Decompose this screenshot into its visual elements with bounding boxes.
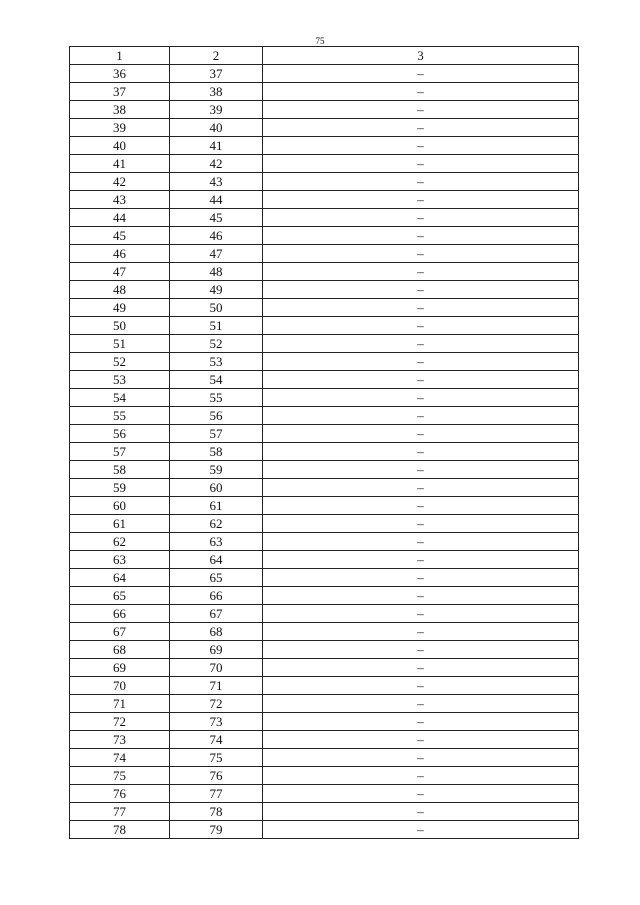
table-cell-col-3: – [263, 407, 579, 425]
table-row [70, 209, 579, 227]
table-cell-col-3: – [263, 209, 579, 227]
table-cell-col-1: 47 [70, 263, 170, 281]
table-cell-col-1: 63 [70, 551, 170, 569]
table-cell-col-1: 73 [70, 731, 170, 749]
table-cell-col-3: – [263, 317, 579, 335]
table-cell-col-3: – [263, 731, 579, 749]
column-header-2: 2 [170, 47, 263, 65]
table-row [70, 749, 579, 767]
table-cell-col-2: 43 [170, 173, 263, 191]
table-cell-col-2: 64 [170, 551, 263, 569]
table-cell-col-2: 50 [170, 299, 263, 317]
table-cell-col-2: 78 [170, 803, 263, 821]
table-row [70, 731, 579, 749]
table-row [70, 641, 579, 659]
table-row [70, 407, 579, 425]
table-cell-col-3: – [263, 821, 579, 839]
table-cell-col-1: 55 [70, 407, 170, 425]
table-cell-col-1: 70 [70, 677, 170, 695]
table-cell-col-3: – [263, 533, 579, 551]
table-cell-col-3: – [263, 335, 579, 353]
table-cell-col-1: 69 [70, 659, 170, 677]
table-row [70, 605, 579, 623]
page-number: 75 [315, 36, 325, 46]
table-row [70, 101, 579, 119]
table-cell-col-1: 57 [70, 443, 170, 461]
table-cell-col-2: 67 [170, 605, 263, 623]
table-cell-col-1: 40 [70, 137, 170, 155]
table-row [70, 551, 579, 569]
table-cell-col-2: 66 [170, 587, 263, 605]
table-cell-col-1: 38 [70, 101, 170, 119]
table-row [70, 569, 579, 587]
table-cell-col-1: 74 [70, 749, 170, 767]
table-cell-col-2: 52 [170, 335, 263, 353]
table-cell-col-3: – [263, 749, 579, 767]
table-cell-col-3: – [263, 695, 579, 713]
table-cell-col-1: 76 [70, 785, 170, 803]
table-row [70, 515, 579, 533]
table-row [70, 623, 579, 641]
table-cell-col-2: 69 [170, 641, 263, 659]
table-cell-col-1: 52 [70, 353, 170, 371]
table-cell-col-3: – [263, 101, 579, 119]
table-cell-col-1: 77 [70, 803, 170, 821]
table-cell-col-2: 77 [170, 785, 263, 803]
table-cell-col-1: 37 [70, 83, 170, 101]
table-row [70, 443, 579, 461]
table-cell-col-3: – [263, 119, 579, 137]
table-cell-col-2: 45 [170, 209, 263, 227]
table-cell-col-1: 71 [70, 695, 170, 713]
table-cell-col-2: 53 [170, 353, 263, 371]
table-cell-col-3: – [263, 623, 579, 641]
table-cell-col-1: 61 [70, 515, 170, 533]
table-row [70, 191, 579, 209]
data-table [69, 46, 579, 839]
table-row [70, 353, 579, 371]
table-cell-col-3: – [263, 353, 579, 371]
table-row [70, 299, 579, 317]
table-row [70, 281, 579, 299]
table-row [70, 155, 579, 173]
table-cell-col-1: 68 [70, 641, 170, 659]
table-cell-col-2: 44 [170, 191, 263, 209]
table-row [70, 803, 579, 821]
table-cell-col-3: – [263, 551, 579, 569]
table-cell-col-2: 74 [170, 731, 263, 749]
table-body [70, 65, 579, 839]
table-cell-col-3: – [263, 587, 579, 605]
table-cell-col-3: – [263, 479, 579, 497]
table-cell-col-3: – [263, 65, 579, 83]
table-cell-col-3: – [263, 281, 579, 299]
table-cell-col-1: 42 [70, 173, 170, 191]
table-cell-col-3: – [263, 677, 579, 695]
table-cell-col-3: – [263, 713, 579, 731]
column-header-1: 1 [70, 47, 170, 65]
table-row [70, 461, 579, 479]
table-cell-col-3: – [263, 389, 579, 407]
column-header-3: 3 [263, 47, 579, 65]
table-cell-col-2: 68 [170, 623, 263, 641]
table-cell-col-3: – [263, 803, 579, 821]
table-header [70, 47, 579, 65]
table-cell-col-2: 55 [170, 389, 263, 407]
table-cell-col-2: 75 [170, 749, 263, 767]
table-cell-col-1: 65 [70, 587, 170, 605]
table-row [70, 137, 579, 155]
table-cell-col-2: 73 [170, 713, 263, 731]
table-row [70, 389, 579, 407]
table-cell-col-2: 79 [170, 821, 263, 839]
table-row [70, 371, 579, 389]
table-cell-col-3: – [263, 605, 579, 623]
table-cell-col-1: 62 [70, 533, 170, 551]
table-cell-col-2: 51 [170, 317, 263, 335]
table-cell-col-2: 70 [170, 659, 263, 677]
table-cell-col-3: – [263, 443, 579, 461]
table-row [70, 425, 579, 443]
table-row [70, 245, 579, 263]
table-cell-col-2: 65 [170, 569, 263, 587]
table-cell-col-3: – [263, 425, 579, 443]
table-cell-col-3: – [263, 461, 579, 479]
table-cell-col-1: 67 [70, 623, 170, 641]
table-cell-col-1: 39 [70, 119, 170, 137]
table-cell-col-2: 59 [170, 461, 263, 479]
table-cell-col-1: 72 [70, 713, 170, 731]
table-cell-col-2: 72 [170, 695, 263, 713]
table-cell-col-3: – [263, 227, 579, 245]
table-cell-col-1: 66 [70, 605, 170, 623]
table-row [70, 587, 579, 605]
table-cell-col-2: 60 [170, 479, 263, 497]
table-cell-col-2: 49 [170, 281, 263, 299]
table-row [70, 821, 579, 839]
table-cell-col-2: 54 [170, 371, 263, 389]
table-cell-col-3: – [263, 137, 579, 155]
table-cell-col-1: 44 [70, 209, 170, 227]
table-cell-col-1: 41 [70, 155, 170, 173]
table-cell-col-2: 41 [170, 137, 263, 155]
table-row [70, 173, 579, 191]
table-row [70, 785, 579, 803]
table-cell-col-2: 40 [170, 119, 263, 137]
table-cell-col-1: 75 [70, 767, 170, 785]
table-cell-col-1: 49 [70, 299, 170, 317]
table-cell-col-2: 61 [170, 497, 263, 515]
table-cell-col-2: 71 [170, 677, 263, 695]
table-cell-col-1: 53 [70, 371, 170, 389]
table-cell-col-3: – [263, 371, 579, 389]
table-cell-col-3: – [263, 245, 579, 263]
table-cell-col-2: 56 [170, 407, 263, 425]
table-row [70, 263, 579, 281]
table-row [70, 695, 579, 713]
table-row [70, 317, 579, 335]
table-cell-col-3: – [263, 569, 579, 587]
table-cell-col-1: 45 [70, 227, 170, 245]
table-cell-col-1: 51 [70, 335, 170, 353]
table-row [70, 119, 579, 137]
table-cell-col-2: 58 [170, 443, 263, 461]
table-row [70, 497, 579, 515]
table-cell-col-2: 76 [170, 767, 263, 785]
table-cell-col-2: 63 [170, 533, 263, 551]
table-cell-col-3: – [263, 191, 579, 209]
table-row [70, 713, 579, 731]
table-cell-col-1: 58 [70, 461, 170, 479]
table-row [70, 677, 579, 695]
table-cell-col-1: 56 [70, 425, 170, 443]
table-cell-col-3: – [263, 173, 579, 191]
table-cell-col-1: 50 [70, 317, 170, 335]
table-cell-col-2: 47 [170, 245, 263, 263]
table-cell-col-1: 78 [70, 821, 170, 839]
table-cell-col-1: 59 [70, 479, 170, 497]
table-row [70, 65, 579, 83]
table-cell-col-3: – [263, 155, 579, 173]
table-cell-col-3: – [263, 497, 579, 515]
table-cell-col-1: 64 [70, 569, 170, 587]
table-cell-col-3: – [263, 659, 579, 677]
table-cell-col-1: 43 [70, 191, 170, 209]
table-cell-col-3: – [263, 83, 579, 101]
table-cell-col-1: 60 [70, 497, 170, 515]
table-cell-col-1: 48 [70, 281, 170, 299]
table-cell-col-2: 37 [170, 65, 263, 83]
table-row [70, 83, 579, 101]
table-cell-col-1: 36 [70, 65, 170, 83]
table-row [70, 335, 579, 353]
table-cell-col-3: – [263, 767, 579, 785]
table-row [70, 659, 579, 677]
table-cell-col-2: 39 [170, 101, 263, 119]
table-cell-col-2: 46 [170, 227, 263, 245]
table-cell-col-3: – [263, 641, 579, 659]
table-cell-col-1: 54 [70, 389, 170, 407]
table-row [70, 479, 579, 497]
table-row [70, 767, 579, 785]
table-row [70, 533, 579, 551]
table-cell-col-2: 62 [170, 515, 263, 533]
table-row [70, 227, 579, 245]
table-cell-col-2: 38 [170, 83, 263, 101]
table-cell-col-1: 46 [70, 245, 170, 263]
table-cell-col-2: 42 [170, 155, 263, 173]
table-cell-col-2: 48 [170, 263, 263, 281]
table-cell-col-3: – [263, 785, 579, 803]
header-row [70, 47, 579, 65]
table-cell-col-3: – [263, 299, 579, 317]
table-cell-col-3: – [263, 263, 579, 281]
table-cell-col-3: – [263, 515, 579, 533]
table-cell-col-2: 57 [170, 425, 263, 443]
